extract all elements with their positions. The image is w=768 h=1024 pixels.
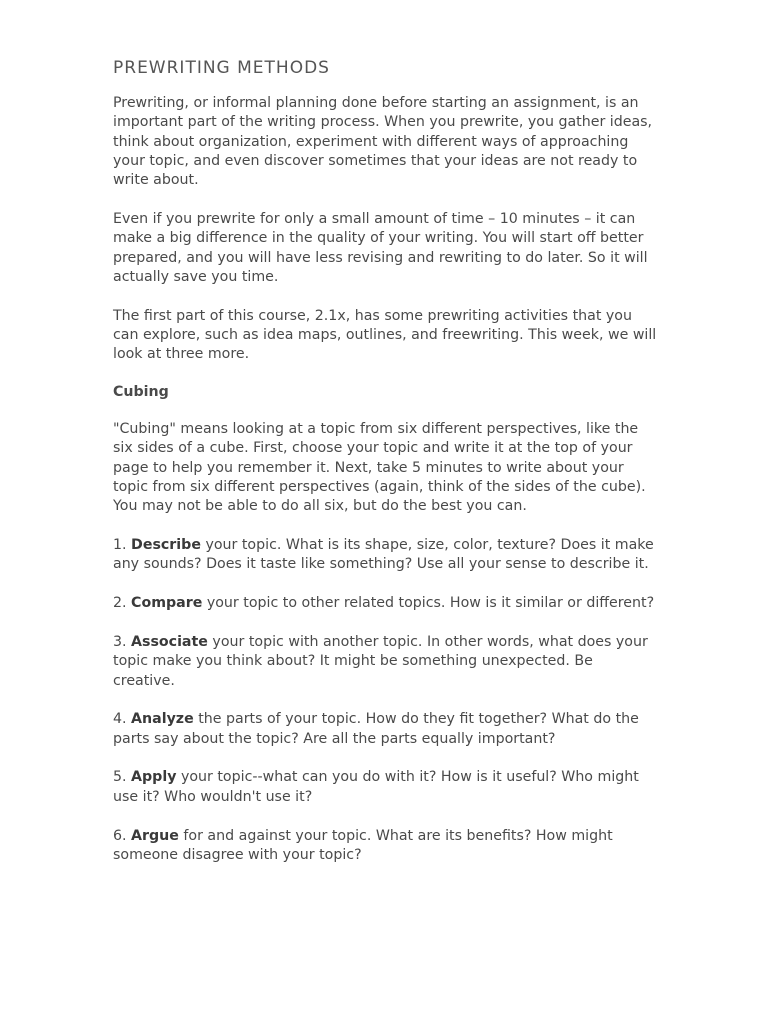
step-number: 2. [113, 595, 132, 612]
intro-paragraph: The first part of this course, 2.1x, has some prewriting activities that you can explore, such as idea maps, outlines, and freewriting. This week, we will look at three more. [113, 307, 657, 363]
step-number: 5. [113, 769, 132, 786]
step-associate [113, 633, 658, 691]
step-term: Describe [131, 537, 201, 554]
step-term: Argue [131, 827, 179, 844]
step-apply [113, 768, 658, 807]
step-text: your topic with another topic. In other words, what does your topic make you think about? It might be something unexpected. Be creative. [113, 633, 648, 689]
step-analyze [113, 710, 658, 749]
step-argue [113, 827, 658, 866]
step-text: the parts of your topic. How do they fit together? What do the parts say about the topic? Are all the parts equally important? [113, 711, 639, 747]
intro-paragraph: Prewriting, or informal planning done before starting an assignment, is an important part of the writing process. When you prewrite, you gather ideas, think about organization, experiment with different ways of approaching your topic, and even discover sometimes that your ideas are not ready to write about. [113, 95, 653, 189]
section-heading-cubing: Cubing [113, 384, 169, 401]
step-text: your topic--what can you do with it? How is it useful? Who might use it? Who wouldn't use it? [113, 769, 639, 805]
step-term: Compare [131, 595, 203, 612]
step-number: 3. [113, 633, 132, 650]
step-text: your topic to other related topics. How is it similar or different? [202, 595, 655, 612]
step-compare [113, 594, 658, 613]
intro-paragraph: Even if you prewrite for only a small amount of time – 10 minutes – it can make a big difference in the quality of your writing. You will start off better prepared, and you will have less revising and rewriting to do later. So it will actually save you time. [113, 210, 648, 285]
step-term: Apply [131, 769, 177, 786]
step-number: 6. [113, 827, 132, 844]
step-text: for and against your topic. What are its benefits? How might someone disagree with your topic? [113, 827, 613, 863]
step-number: 1. [113, 537, 132, 554]
page-title: PREWRITING METHODS [113, 58, 330, 78]
step-term: Associate [131, 633, 208, 650]
step-text: your topic. What is its shape, size, color, texture? Does it make any sounds? Does it taste like something? Use all your sense to describe it. [113, 537, 654, 573]
cubing-intro-paragraph: "Cubing" means looking at a topic from six different perspectives, like the six sides of a cube. First, choose your topic and write it at the top of your page to help you remember it. Next, take 5 minutes to write about your topic from six different perspectives (again, think of the sides of the cube). You may not be able to do all six, but do the best you can. [113, 421, 646, 515]
step-term: Analyze [131, 711, 194, 728]
step-describe [113, 536, 658, 575]
step-number: 4. [113, 711, 132, 728]
